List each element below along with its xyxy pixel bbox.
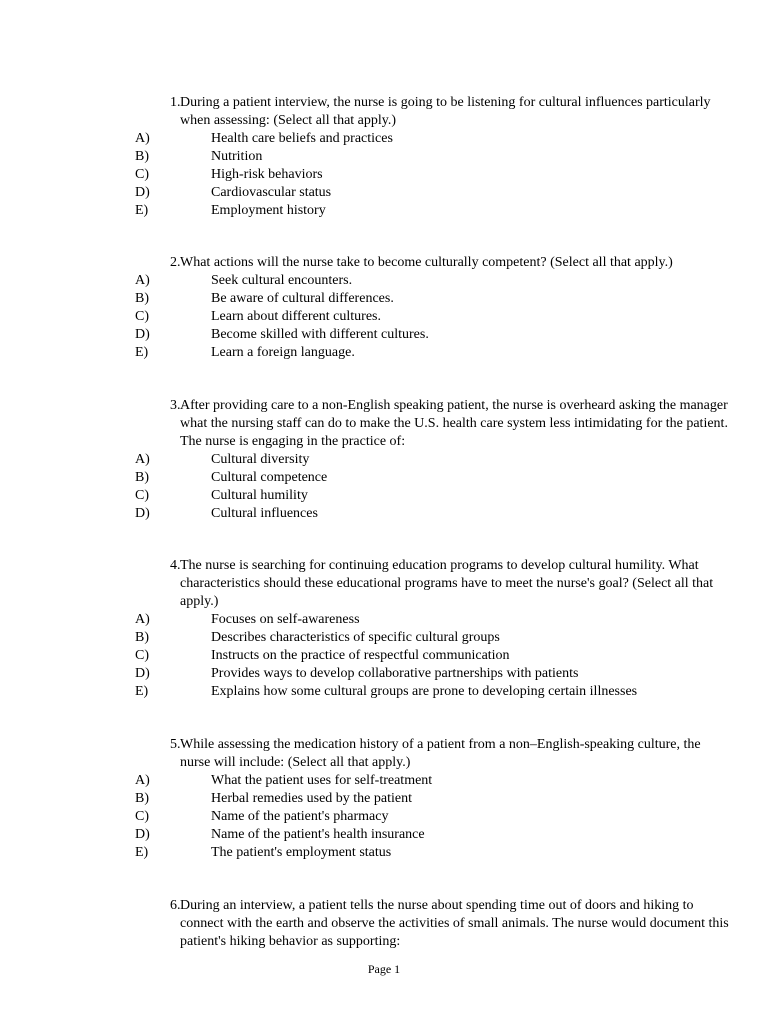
question-text: The nurse is searching for continuing education programs to develop cultural humility. What characteristics should these educational programs have to meet the nurse's goal? (Select all that apply.) <box>180 558 714 609</box>
option-text: Focuses on self-awareness <box>211 612 360 627</box>
option-c <box>0 308 768 326</box>
question-number: 6. <box>170 898 181 913</box>
option-a <box>0 130 768 148</box>
option-text: Learn about different cultures. <box>211 309 382 324</box>
option-text: High-risk behaviors <box>211 167 323 182</box>
question-3 <box>0 397 768 523</box>
option-c <box>0 647 768 665</box>
option-letter: E) <box>135 203 149 218</box>
option-text: Name of the patient's health insurance <box>211 827 425 842</box>
option-text: Health care beliefs and practices <box>211 131 393 146</box>
option-letter: D) <box>135 327 150 342</box>
question-text: During a patient interview, the nurse is going to be listening for cultural influences particularly when assessing: (Select all that apply.) <box>180 95 711 128</box>
option-a <box>0 772 768 790</box>
option-text: Describes characteristics of specific cultural groups <box>211 630 500 645</box>
option-text: Instructs on the practice of respectful communication <box>211 648 510 663</box>
option-letter: D) <box>135 666 150 681</box>
option-e <box>0 344 768 362</box>
option-letter: B) <box>135 291 149 306</box>
option-a <box>0 611 768 629</box>
option-letter: E) <box>135 845 149 860</box>
option-d <box>0 184 768 202</box>
option-e <box>0 202 768 220</box>
option-letter: B) <box>135 149 149 164</box>
question-stem <box>170 254 730 272</box>
question-stem <box>170 736 730 772</box>
option-text: Cultural influences <box>211 506 318 521</box>
option-b <box>0 290 768 308</box>
option-b <box>0 790 768 808</box>
question-text: What actions will the nurse take to become culturally competent? (Select all that apply.) <box>180 255 673 270</box>
option-text: Become skilled with different cultures. <box>211 327 429 342</box>
option-letter: B) <box>135 791 149 806</box>
question-2 <box>0 254 768 362</box>
option-letter: A) <box>135 273 150 288</box>
option-text: Seek cultural encounters. <box>211 273 353 288</box>
option-text: Cultural diversity <box>211 452 310 467</box>
option-letter: C) <box>135 809 149 824</box>
option-text: The patient's employment status <box>211 845 392 860</box>
option-letter: C) <box>135 309 149 324</box>
option-d <box>0 505 768 523</box>
option-text: Cultural competence <box>211 470 328 485</box>
option-d <box>0 326 768 344</box>
page-footer <box>0 962 768 977</box>
option-text: Nutrition <box>211 149 263 164</box>
option-letter: D) <box>135 827 150 842</box>
question-stem <box>170 397 730 451</box>
option-letter: A) <box>135 773 150 788</box>
question-1 <box>0 94 768 220</box>
option-text: Provides ways to develop collaborative partnerships with patients <box>211 666 579 681</box>
question-4 <box>0 557 768 701</box>
option-text: Cardiovascular status <box>211 185 332 200</box>
option-b <box>0 629 768 647</box>
option-letter: A) <box>135 452 150 467</box>
option-c <box>0 166 768 184</box>
option-text: Learn a foreign language. <box>211 345 355 360</box>
question-number: 5. <box>170 737 181 752</box>
option-text: Employment history <box>211 203 326 218</box>
question-text: After providing care to a non-English speaking patient, the nurse is overheard asking the manager what the nursing staff can do to make the U.S. health care system less intimidating for the patient. The nurse is engaging in the practice of: <box>180 398 728 449</box>
question-text: During an interview, a patient tells the nurse about spending time out of doors and hiking to connect with the earth and observe the activities of small animals. The nurse would document this patient's hiking behavior as supporting: <box>180 898 729 949</box>
option-c <box>0 487 768 505</box>
option-text: Herbal remedies used by the patient <box>211 791 412 806</box>
option-e <box>0 683 768 701</box>
option-letter: C) <box>135 488 149 503</box>
option-letter: D) <box>135 185 150 200</box>
option-e <box>0 844 768 862</box>
question-6 <box>0 897 768 951</box>
question-number: 2. <box>170 255 181 270</box>
option-letter: C) <box>135 648 149 663</box>
question-text: While assessing the medication history of a patient from a non–English-speaking culture, the nurse will include: (Select all that apply.) <box>180 737 701 770</box>
option-letter: A) <box>135 612 150 627</box>
option-letter: D) <box>135 506 150 521</box>
question-number: 4. <box>170 558 181 573</box>
option-text: Explains how some cultural groups are prone to developing certain illnesses <box>211 684 638 699</box>
option-letter: A) <box>135 131 150 146</box>
option-letter: E) <box>135 345 149 360</box>
option-text: What the patient uses for self-treatment <box>211 773 433 788</box>
question-stem <box>170 557 730 611</box>
option-letter: B) <box>135 630 149 645</box>
option-a <box>0 451 768 469</box>
question-number: 3. <box>170 398 181 413</box>
option-b <box>0 148 768 166</box>
option-text: Name of the patient's pharmacy <box>211 809 389 824</box>
option-b <box>0 469 768 487</box>
option-d <box>0 826 768 844</box>
option-d <box>0 665 768 683</box>
option-text: Cultural humility <box>211 488 308 503</box>
question-5 <box>0 736 768 862</box>
question-stem <box>170 897 730 951</box>
option-a <box>0 272 768 290</box>
option-c <box>0 808 768 826</box>
option-text: Be aware of cultural differences. <box>211 291 394 306</box>
option-letter: B) <box>135 470 149 485</box>
question-stem <box>170 94 730 130</box>
question-number: 1. <box>170 95 181 110</box>
option-letter: C) <box>135 167 149 182</box>
option-letter: E) <box>135 684 149 699</box>
page-number: Page 1 <box>367 962 401 976</box>
